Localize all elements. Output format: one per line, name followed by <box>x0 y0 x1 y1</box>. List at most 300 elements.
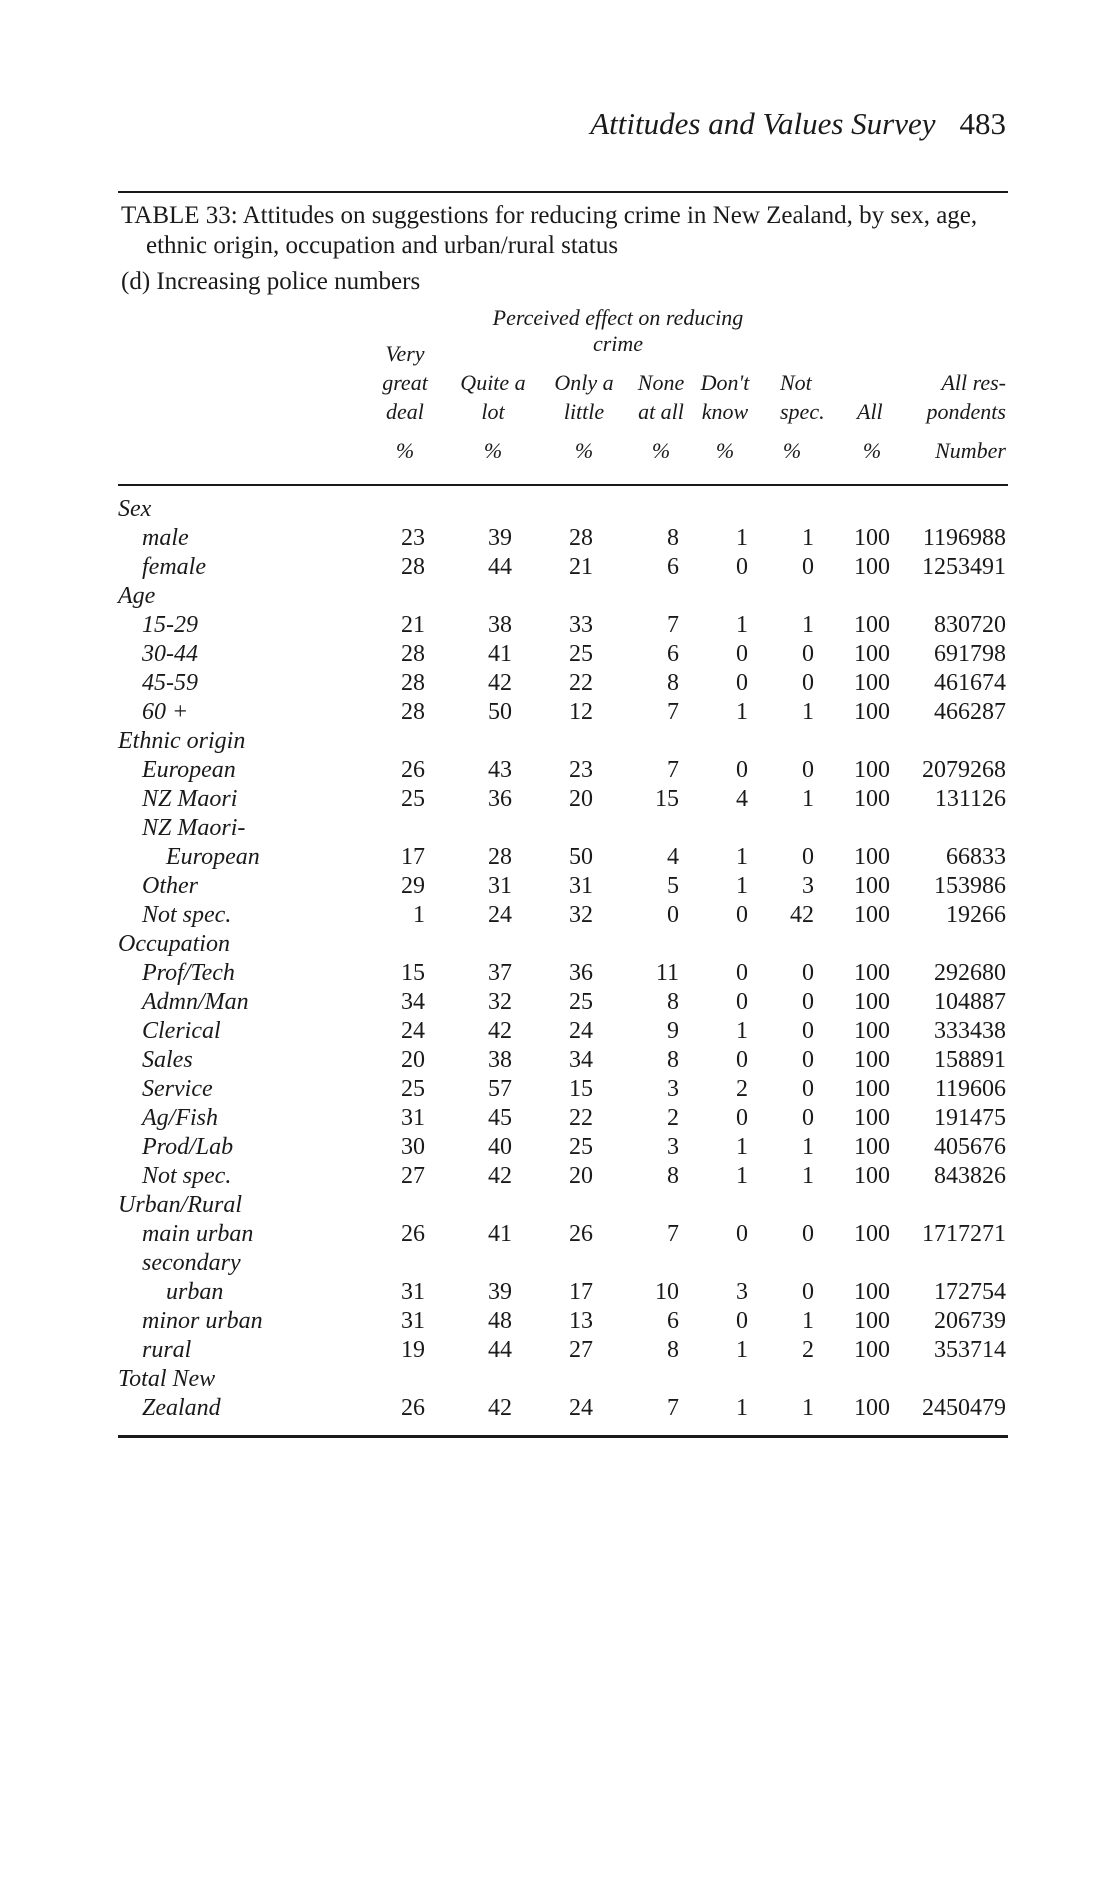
table-cell: 13 <box>569 1308 593 1334</box>
column-header <box>780 368 825 426</box>
table-cell: 25 <box>569 989 593 1015</box>
table-cell: 28 <box>401 699 425 725</box>
table-cell: 100 <box>854 757 890 783</box>
table-cell: 1 <box>802 699 814 725</box>
table-cell: 0 <box>802 757 814 783</box>
row-label: urban <box>166 1279 224 1305</box>
table-cell: 172754 <box>934 1279 1006 1305</box>
table-cell: 691798 <box>934 641 1006 667</box>
table-cell: 20 <box>569 786 593 812</box>
table-cell: 1 <box>413 902 425 928</box>
table-row <box>0 988 1114 1017</box>
table-cell: 8 <box>667 525 679 551</box>
column-unit: % <box>483 438 503 463</box>
table-cell: 2 <box>802 1337 814 1363</box>
table-cell: 100 <box>854 902 890 928</box>
table-cell: 1 <box>802 525 814 551</box>
row-label: Prod/Lab <box>142 1134 234 1160</box>
table-cell: 39 <box>488 525 512 551</box>
column-header <box>638 368 684 426</box>
table-cell: 1 <box>736 1018 748 1044</box>
table-cell: 1 <box>736 844 748 870</box>
column-header <box>701 368 750 426</box>
table-group-heading <box>0 582 1114 611</box>
running-head-title: Attitudes and Values Survey <box>590 106 936 141</box>
table-row <box>0 1133 1114 1162</box>
table-cell: 31 <box>401 1279 425 1305</box>
table-cell: 32 <box>488 989 512 1015</box>
table-cell: 38 <box>488 612 512 638</box>
table-cell: 24 <box>569 1395 593 1421</box>
table-cell: 42 <box>488 670 512 696</box>
table-cell: 100 <box>854 960 890 986</box>
table-cell: 100 <box>854 1076 890 1102</box>
table-cell: 15 <box>401 960 425 986</box>
table-cell: 32 <box>569 902 593 928</box>
table-cell: 333438 <box>934 1018 1006 1044</box>
table-cell: 100 <box>854 612 890 638</box>
table-cell: 24 <box>488 902 512 928</box>
table-top-rule <box>118 191 1008 193</box>
table-cell: 191475 <box>934 1105 1006 1131</box>
table-cell: 0 <box>802 1105 814 1131</box>
table-cell: 1 <box>736 699 748 725</box>
table-cell: 119606 <box>934 1076 1006 1102</box>
table-cell: 100 <box>854 786 890 812</box>
table-cell: 50 <box>488 699 512 725</box>
table-cell: 153986 <box>934 873 1006 899</box>
column-header <box>927 368 1006 426</box>
caption-line-1: TABLE 33: Attitudes on suggestions for reducing crime in New Zealand, by sex, age, <box>121 202 978 229</box>
table-cell: 44 <box>488 1337 512 1363</box>
table-row <box>0 1046 1114 1075</box>
row-label: female <box>142 554 206 580</box>
row-label: Not spec. <box>142 1163 232 1189</box>
table-cell: 7 <box>667 1395 679 1421</box>
table-cell: 1 <box>802 1308 814 1334</box>
table-cell: 1 <box>802 1163 814 1189</box>
table-row <box>0 785 1114 814</box>
table-cell: 43 <box>488 757 512 783</box>
table-cell: 25 <box>569 1134 593 1160</box>
table-subtitle: (d) Increasing police numbers <box>121 268 421 295</box>
row-label: European <box>166 844 260 870</box>
row-label: European <box>142 757 236 783</box>
table-cell: 0 <box>802 1279 814 1305</box>
table-cell: 1717271 <box>922 1221 1006 1247</box>
table-cell: 3 <box>736 1279 748 1305</box>
table-cell: 31 <box>569 873 593 899</box>
table-cell: 100 <box>854 1105 890 1131</box>
table-cell: 25 <box>569 641 593 667</box>
table-cell: 7 <box>667 612 679 638</box>
table-cell: 100 <box>854 1134 890 1160</box>
table-cell: 100 <box>854 554 890 580</box>
column-header-line: spec. <box>780 399 825 424</box>
table-cell: 0 <box>736 554 748 580</box>
table-row <box>0 959 1114 988</box>
row-label: minor urban <box>142 1308 263 1334</box>
table-cell: 66833 <box>946 844 1006 870</box>
table-cell: 31 <box>488 873 512 899</box>
table-cell: 19 <box>401 1337 425 1363</box>
table-cell: 1 <box>802 1134 814 1160</box>
table-cell: 30 <box>401 1134 425 1160</box>
table-cell: 40 <box>488 1134 512 1160</box>
table-cell: 1 <box>736 1163 748 1189</box>
row-label: Prof/Tech <box>142 960 235 986</box>
table-cell: 466287 <box>934 699 1006 725</box>
table-cell: 0 <box>736 989 748 1015</box>
column-header <box>857 397 883 426</box>
row-label: Other <box>142 873 198 899</box>
column-header-line: Don't <box>700 370 750 395</box>
column-unit: % <box>862 438 882 463</box>
table-cell: 34 <box>401 989 425 1015</box>
table-cell: 0 <box>802 641 814 667</box>
table-cell: 292680 <box>934 960 1006 986</box>
table-cell: 353714 <box>934 1337 1006 1363</box>
table-cell: 19266 <box>946 902 1006 928</box>
table-cell: 37 <box>488 960 512 986</box>
table-cell: 1253491 <box>922 554 1006 580</box>
table-group-heading <box>0 1365 1114 1394</box>
table-cell: 24 <box>401 1018 425 1044</box>
table-cell: 9 <box>667 1018 679 1044</box>
table-body <box>0 495 1114 1423</box>
table-cell: 1 <box>736 1395 748 1421</box>
column-header-line: Only a <box>554 370 614 395</box>
table-cell: 42 <box>488 1018 512 1044</box>
table-row <box>0 1075 1114 1104</box>
table-cell: 0 <box>802 670 814 696</box>
table-cell: 28 <box>401 554 425 580</box>
row-label: 45-59 <box>142 670 198 696</box>
row-label: Ag/Fish <box>142 1105 218 1131</box>
column-header-line: great <box>382 370 428 395</box>
table-row <box>0 756 1114 785</box>
table-cell: 0 <box>736 1047 748 1073</box>
table-cell: 100 <box>854 873 890 899</box>
table-row <box>0 698 1114 727</box>
table-cell: 1 <box>736 612 748 638</box>
row-label: 15-29 <box>142 612 198 638</box>
caption-line-2: ethnic origin, occupation and urban/rural status <box>146 232 619 259</box>
row-label: Occupation <box>118 931 230 957</box>
table-cell: 3 <box>667 1134 679 1160</box>
table-row <box>0 1394 1114 1423</box>
table-group-heading <box>0 930 1114 959</box>
table-cell: 36 <box>488 786 512 812</box>
column-header-line: at all <box>638 399 684 424</box>
row-label: Urban/Rural <box>118 1192 243 1218</box>
column-unit: Number <box>935 438 1006 463</box>
table-cell: 8 <box>667 1047 679 1073</box>
column-header-line: lot <box>481 399 505 424</box>
column-header-line: All res- <box>941 370 1006 395</box>
table-row <box>0 1104 1114 1133</box>
table-cell: 0 <box>802 554 814 580</box>
column-unit: % <box>715 438 735 463</box>
table-cell: 843826 <box>934 1163 1006 1189</box>
table-bottom-rule <box>118 1435 1008 1438</box>
table-cell: 21 <box>569 554 593 580</box>
table-cell: 25 <box>401 786 425 812</box>
row-label: Admn/Man <box>142 989 249 1015</box>
table-cell: 3 <box>667 1076 679 1102</box>
column-header <box>382 339 428 426</box>
table-cell: 29 <box>401 873 425 899</box>
column-header-line: deal <box>386 399 424 424</box>
table-group-heading <box>0 1191 1114 1220</box>
table-cell: 26 <box>401 1395 425 1421</box>
table-cell: 2 <box>736 1076 748 1102</box>
table-cell: 461674 <box>934 670 1006 696</box>
table-cell: 100 <box>854 1163 890 1189</box>
table-cell: 8 <box>667 1337 679 1363</box>
table-cell: 0 <box>667 902 679 928</box>
column-header-line: None <box>637 370 685 395</box>
table-row <box>0 843 1114 872</box>
table-cell: 830720 <box>934 612 1006 638</box>
table-cell: 100 <box>854 989 890 1015</box>
row-label: male <box>142 525 189 551</box>
table-cell: 22 <box>569 670 593 696</box>
table-row <box>0 901 1114 930</box>
table-cell: 17 <box>569 1279 593 1305</box>
table-row <box>0 1278 1114 1307</box>
table-cell: 100 <box>854 1018 890 1044</box>
table-cell: 1 <box>802 612 814 638</box>
table-row <box>0 1220 1114 1249</box>
table-cell: 28 <box>569 525 593 551</box>
table-cell: 17 <box>401 844 425 870</box>
column-spanner-heading: Perceived effect on reducing crime <box>492 305 744 356</box>
column-header-line: Quite a <box>460 370 526 395</box>
column-header-line: All <box>857 399 883 424</box>
table-cell: 100 <box>854 670 890 696</box>
table-cell: 11 <box>655 960 679 986</box>
table-group-heading <box>0 814 1114 843</box>
table-cell: 20 <box>569 1163 593 1189</box>
row-label: NZ Maori <box>142 786 238 812</box>
table-row <box>0 640 1114 669</box>
table-cell: 42 <box>488 1163 512 1189</box>
table-cell: 0 <box>736 960 748 986</box>
table-cell: 0 <box>802 960 814 986</box>
table-cell: 41 <box>488 641 512 667</box>
table-cell: 104887 <box>934 989 1006 1015</box>
row-label: 30-44 <box>142 641 198 667</box>
row-label: Sales <box>142 1047 193 1073</box>
row-label: 60 + <box>142 699 189 725</box>
row-label: Zealand <box>142 1395 221 1421</box>
table-cell: 0 <box>736 1105 748 1131</box>
column-unit: % <box>651 438 671 463</box>
table-cell: 1 <box>802 1395 814 1421</box>
table-cell: 131126 <box>934 786 1006 812</box>
table-cell: 23 <box>401 525 425 551</box>
table-cell: 100 <box>854 1047 890 1073</box>
table-row <box>0 669 1114 698</box>
table-cell: 38 <box>488 1047 512 1073</box>
row-label: Total New <box>118 1366 216 1392</box>
table-cell: 7 <box>667 1221 679 1247</box>
table-caption <box>121 201 977 261</box>
table-cell: 2079268 <box>922 757 1006 783</box>
row-label: Sex <box>118 496 152 522</box>
column-header-line: little <box>563 399 605 424</box>
row-label: rural <box>142 1337 192 1363</box>
table-cell: 34 <box>569 1047 593 1073</box>
table-row <box>0 1162 1114 1191</box>
table-cell: 2450479 <box>922 1395 1006 1421</box>
table-cell: 15 <box>569 1076 593 1102</box>
table-cell: 6 <box>667 641 679 667</box>
table-cell: 20 <box>401 1047 425 1073</box>
row-label: Age <box>118 583 156 609</box>
page-number: 483 <box>959 106 1006 141</box>
table-row <box>0 1307 1114 1336</box>
table-cell: 100 <box>854 641 890 667</box>
column-unit: % <box>574 438 594 463</box>
table-cell: 1 <box>802 786 814 812</box>
row-label: Ethnic origin <box>118 728 246 754</box>
table-cell: 100 <box>854 1308 890 1334</box>
table-row <box>0 553 1114 582</box>
table-cell: 0 <box>736 1221 748 1247</box>
table-cell: 6 <box>667 1308 679 1334</box>
table-cell: 10 <box>655 1279 679 1305</box>
table-cell: 100 <box>854 1221 890 1247</box>
table-cell: 44 <box>488 554 512 580</box>
table-cell: 21 <box>401 612 425 638</box>
table-cell: 100 <box>854 699 890 725</box>
running-head <box>590 106 1006 142</box>
table-cell: 100 <box>854 525 890 551</box>
table-cell: 25 <box>401 1076 425 1102</box>
row-label: main urban <box>142 1221 254 1247</box>
table-cell: 1 <box>736 1337 748 1363</box>
table-cell: 39 <box>488 1279 512 1305</box>
table-cell: 0 <box>736 641 748 667</box>
table-cell: 8 <box>667 670 679 696</box>
table-cell: 0 <box>802 1076 814 1102</box>
table-cell: 8 <box>667 989 679 1015</box>
table-row <box>0 611 1114 640</box>
column-header-line: pondents <box>926 399 1006 424</box>
table-cell: 0 <box>802 1221 814 1247</box>
table-cell: 4 <box>667 844 679 870</box>
table-cell: 4 <box>736 786 748 812</box>
table-cell: 22 <box>569 1105 593 1131</box>
table-cell: 0 <box>802 1018 814 1044</box>
table-cell: 27 <box>401 1163 425 1189</box>
table-cell: 0 <box>802 844 814 870</box>
row-label: secondary <box>142 1250 241 1276</box>
table-cell: 100 <box>854 1337 890 1363</box>
table-cell: 206739 <box>934 1308 1006 1334</box>
table-cell: 42 <box>488 1395 512 1421</box>
table-cell: 12 <box>569 699 593 725</box>
table-cell: 0 <box>736 670 748 696</box>
table-cell: 0 <box>802 989 814 1015</box>
column-header-line: Very <box>385 341 425 366</box>
table-cell: 1 <box>736 1134 748 1160</box>
table-cell: 31 <box>401 1308 425 1334</box>
table-cell: 8 <box>667 1163 679 1189</box>
table-cell: 0 <box>802 1047 814 1073</box>
table-cell: 24 <box>569 1018 593 1044</box>
table-cell: 45 <box>488 1105 512 1131</box>
table-cell: 26 <box>401 1221 425 1247</box>
table-cell: 7 <box>667 699 679 725</box>
row-label: Clerical <box>142 1018 221 1044</box>
table-cell: 33 <box>569 612 593 638</box>
column-header-line: know <box>701 399 749 424</box>
header-rule <box>118 484 1008 486</box>
column-unit: % <box>395 438 415 463</box>
table-row <box>0 524 1114 553</box>
table-cell: 23 <box>569 757 593 783</box>
table-cell: 0 <box>736 902 748 928</box>
table-row <box>0 1017 1114 1046</box>
table-cell: 0 <box>736 757 748 783</box>
table-cell: 1 <box>736 525 748 551</box>
row-label: Service <box>142 1076 213 1102</box>
row-label: Not spec. <box>142 902 232 928</box>
column-header <box>554 368 613 426</box>
column-header-line: Not <box>780 370 812 395</box>
table-cell: 100 <box>854 844 890 870</box>
table-cell: 57 <box>488 1076 512 1102</box>
table-cell: 158891 <box>934 1047 1006 1073</box>
table-row <box>0 1336 1114 1365</box>
table-cell: 1196988 <box>922 525 1006 551</box>
table-cell: 42 <box>790 902 814 928</box>
table-cell: 3 <box>802 873 814 899</box>
table-cell: 50 <box>569 844 593 870</box>
table-cell: 405676 <box>934 1134 1006 1160</box>
table-cell: 41 <box>488 1221 512 1247</box>
table-cell: 100 <box>854 1279 890 1305</box>
table-cell: 100 <box>854 1395 890 1421</box>
table-row <box>0 872 1114 901</box>
table-cell: 26 <box>569 1221 593 1247</box>
table-cell: 28 <box>488 844 512 870</box>
table-cell: 7 <box>667 757 679 783</box>
column-header <box>460 368 525 426</box>
table-cell: 27 <box>569 1337 593 1363</box>
table-cell: 28 <box>401 670 425 696</box>
table-cell: 26 <box>401 757 425 783</box>
table-cell: 36 <box>569 960 593 986</box>
row-label: NZ Maori- <box>142 815 246 841</box>
column-unit: % <box>782 438 802 463</box>
table-cell: 15 <box>655 786 679 812</box>
table-cell: 5 <box>667 873 679 899</box>
table-cell: 28 <box>401 641 425 667</box>
table-cell: 48 <box>488 1308 512 1334</box>
table-group-heading <box>0 727 1114 756</box>
table-group-heading <box>0 1249 1114 1278</box>
table-cell: 31 <box>401 1105 425 1131</box>
table-cell: 0 <box>736 1308 748 1334</box>
table-cell: 2 <box>667 1105 679 1131</box>
table-group-heading <box>0 495 1114 524</box>
table-cell: 6 <box>667 554 679 580</box>
table-cell: 1 <box>736 873 748 899</box>
